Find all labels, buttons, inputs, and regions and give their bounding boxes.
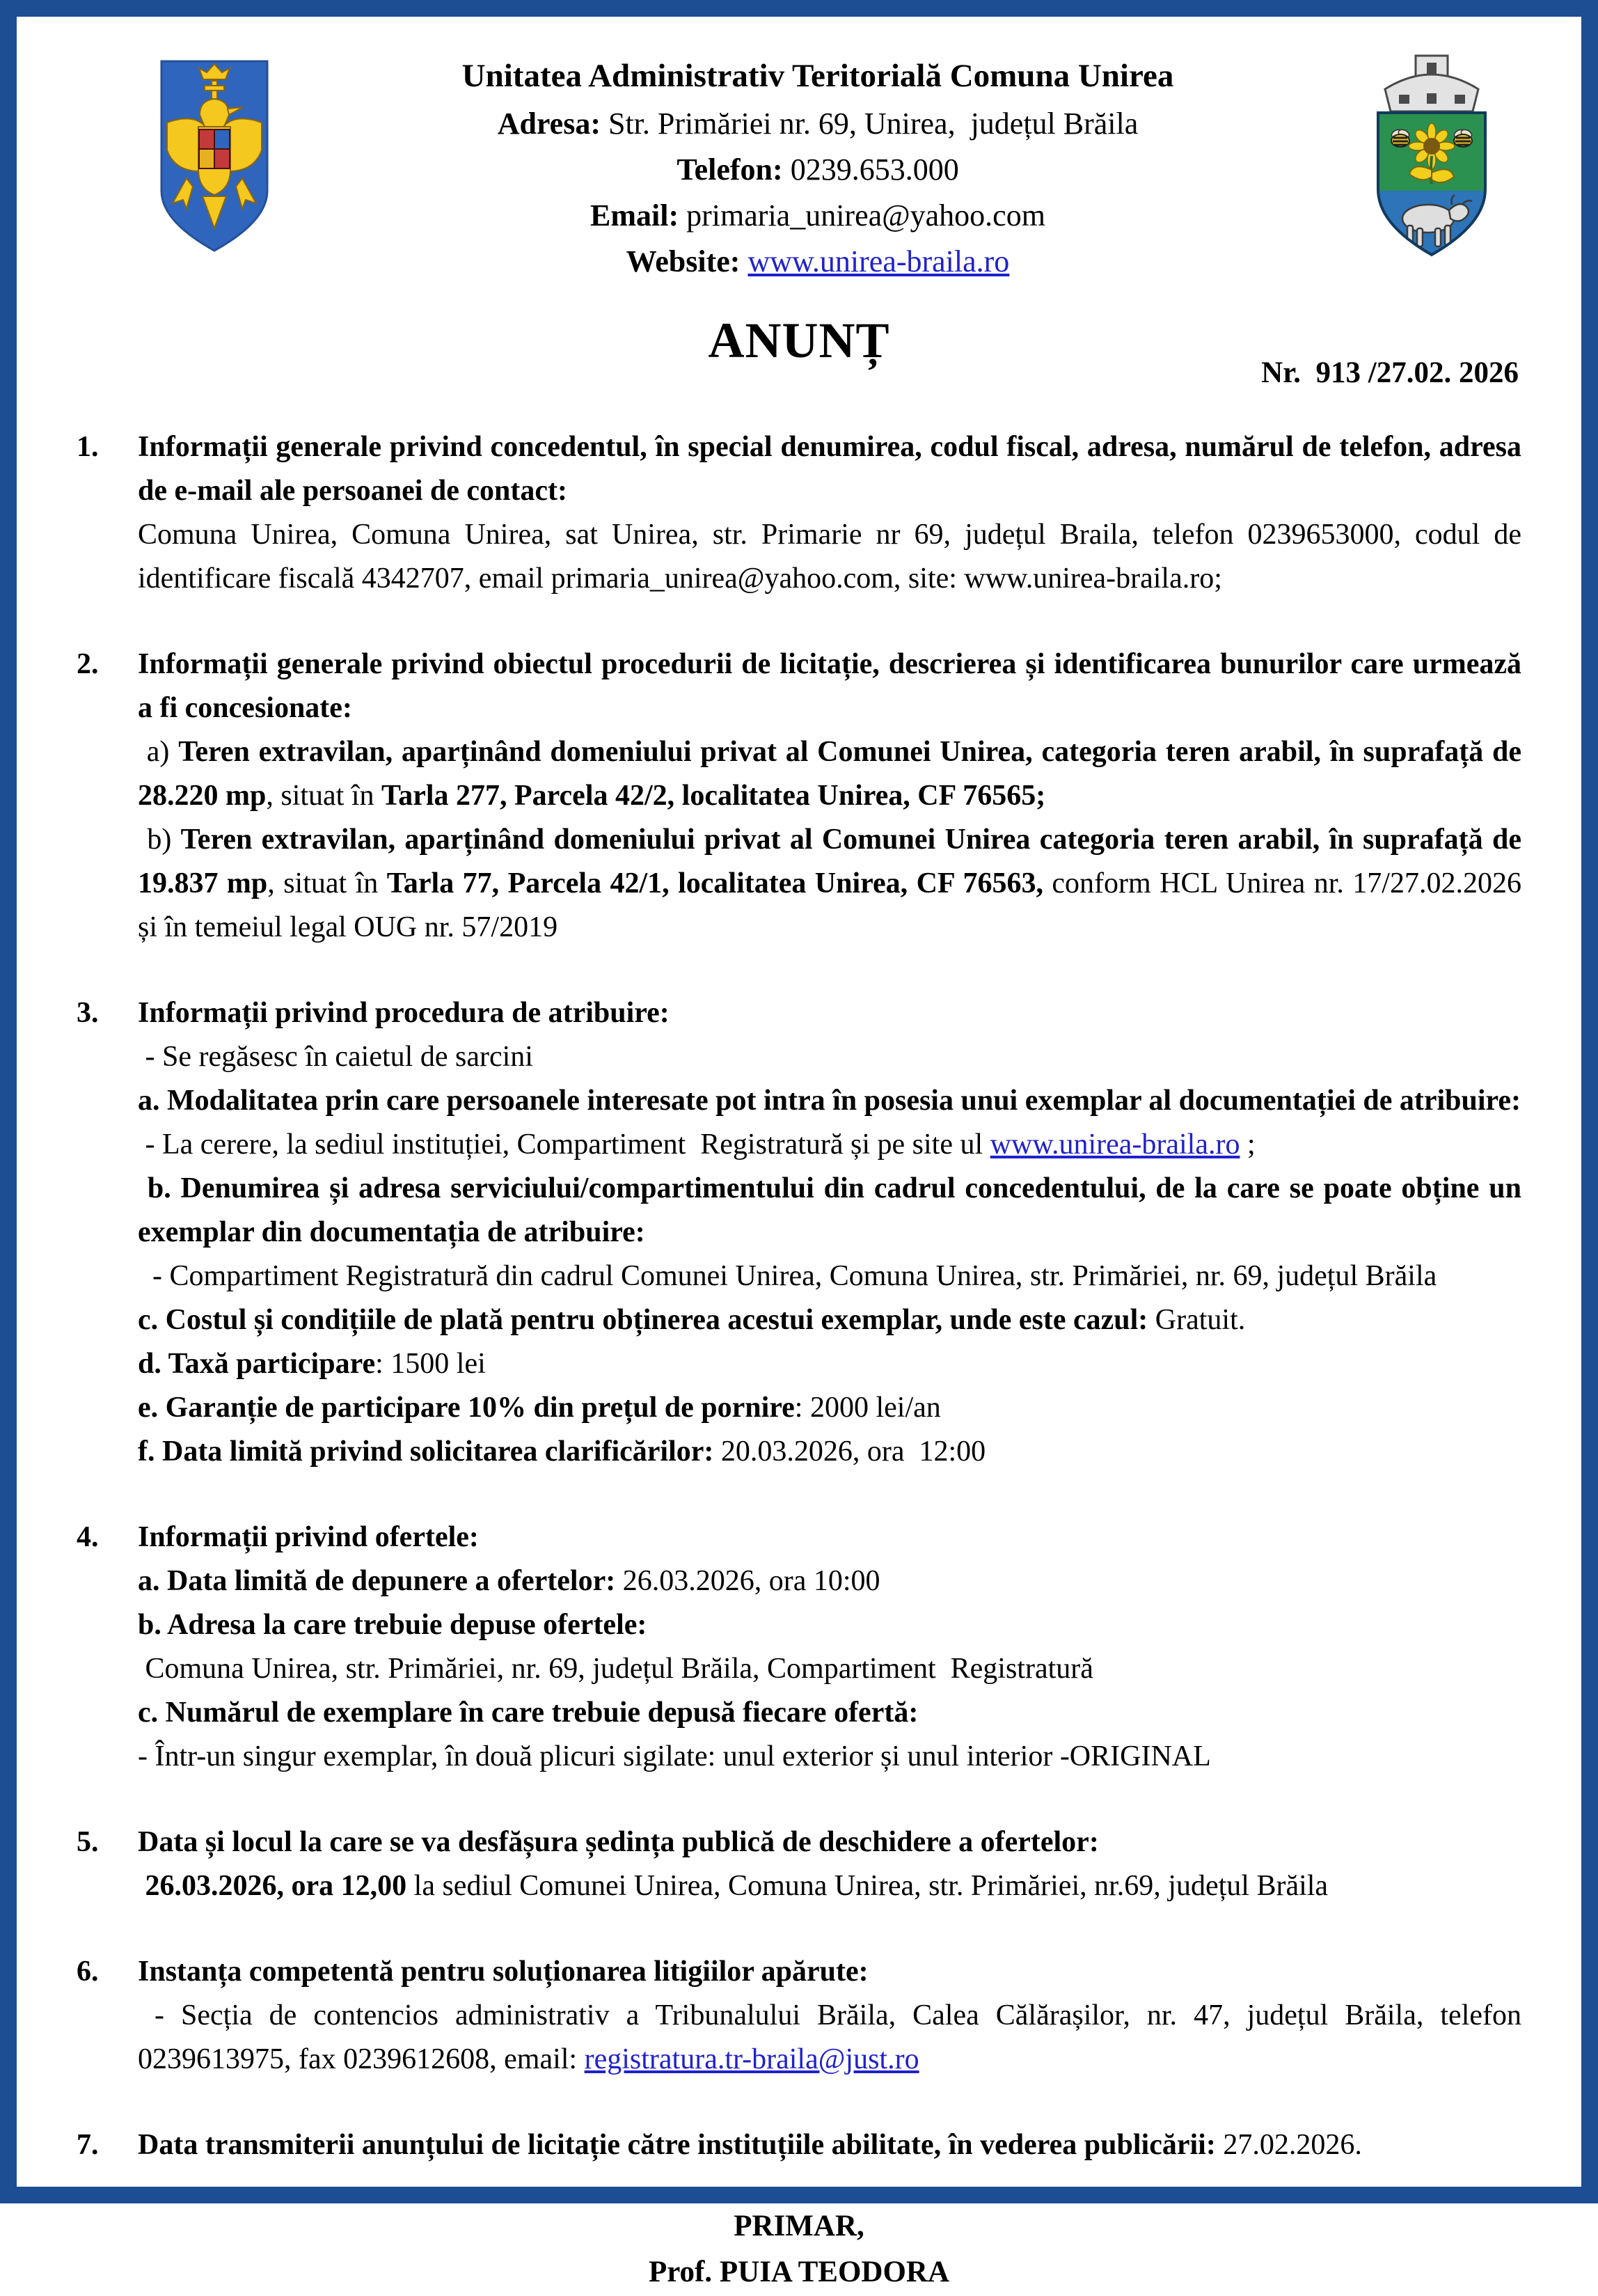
text-segment: 26.03.2026, ora 10:00 <box>615 1564 880 1597</box>
document-header <box>77 50 1521 285</box>
signature-name: Prof. PUIA TEODORA <box>648 2256 949 2289</box>
paragraph <box>138 818 1529 950</box>
text-segment: 20.03.2026, ora 12:00 <box>713 1435 986 1468</box>
list-item <box>77 2123 1521 2167</box>
text-segment: conform HCL Unirea nr. 17/27.02.2026 și în temeiul legal OUG nr. 57/2019 <box>138 867 1529 943</box>
item-body <box>138 1516 1521 1779</box>
email-label: Email: <box>590 198 679 233</box>
text-segment: - Compartiment Registratură din cadrul Comunei Unirea, Comuna Unirea, str. Primăriei, nr. 69, județul Brăila <box>138 1259 1437 1292</box>
email-line <box>270 193 1366 239</box>
paragraph <box>138 1079 1521 1123</box>
text-segment: , situat în <box>266 779 382 812</box>
text-segment: a. Modalitatea prin care persoanele interesate pot intra în posesia unui exemplar al documentației de atribuire: <box>138 1084 1521 1117</box>
text-segment: Tarla 77, Parcela 42/1, localitatea Unirea, CF 76563, <box>386 867 1043 899</box>
website-line <box>270 239 1366 285</box>
item-number: 5. <box>77 1825 99 1858</box>
text-segment: b. Adresa la care trebuie depuse ofertele: <box>138 1608 647 1641</box>
email-value: primaria_unirea@yahoo.com <box>679 198 1045 233</box>
paragraph <box>138 425 1529 513</box>
item-number: 2. <box>77 647 99 680</box>
item-body <box>138 1950 1529 2082</box>
paragraph <box>138 1167 1529 1255</box>
paragraph <box>138 1647 1521 1691</box>
item-body <box>138 991 1529 1474</box>
text-segment: b. Denumirea și adresa serviciului/compartimentului din cadrul concedentului, de la care se poate obține un exemplar din documentația de atribuire: <box>138 1172 1529 1248</box>
text-segment: f. Data limită privind solicitarea clarificărilor: <box>138 1435 714 1468</box>
paragraph <box>138 1342 1521 1386</box>
list-item <box>77 1821 1521 1908</box>
list-item <box>77 643 1529 950</box>
paragraph <box>138 1994 1529 2082</box>
org-name: Unitatea Administrativ Teritorială Comuna Unirea <box>461 58 1174 94</box>
paragraph <box>138 513 1529 601</box>
text-segment: b) <box>138 823 181 856</box>
paragraph <box>138 991 1521 1035</box>
text-segment: Tarla 277, Parcela 42/2, localitatea Unirea, CF 76565; <box>381 779 1046 812</box>
romania-coat-of-arms <box>159 58 270 261</box>
phone-label: Telefon: <box>677 152 783 187</box>
page-title: ANUNȚ <box>708 312 890 368</box>
paragraph <box>138 1255 1521 1298</box>
unirea-coat-of-arms <box>1366 50 1498 267</box>
paragraph <box>138 1516 1521 1559</box>
doc-number: Nr. 913 /27.02. 2026 <box>1261 356 1519 389</box>
paragraph <box>138 1298 1521 1342</box>
list-item <box>77 1516 1521 1779</box>
text-segment: ; <box>1240 1128 1256 1161</box>
paragraph <box>138 730 1529 818</box>
text-segment: Instanța competentă pentru soluționarea litigiilor apărute: <box>138 1955 869 1988</box>
list-item <box>77 991 1529 1474</box>
list-item <box>77 425 1529 601</box>
paragraph <box>138 2123 1521 2167</box>
text-segment: Comuna Unirea, str. Primăriei, nr. 69, județul Brăila, Compartiment Registratură <box>138 1652 1093 1685</box>
text-segment: Gratuit. <box>1148 1303 1246 1336</box>
text-segment: - Se regăsesc în caietul de sarcini <box>138 1040 533 1073</box>
text-segment: c. Costul și condițiile de plată pentru obținerea acestui exemplar, unde este cazul: <box>138 1303 1148 1336</box>
paragraph <box>138 1035 1521 1079</box>
phone-value: 0239.653.000 <box>782 152 959 187</box>
address-label: Adresa: <box>497 106 601 141</box>
item-body <box>138 643 1529 950</box>
text-segment: 27.02.2026. <box>1215 2128 1362 2161</box>
paragraph <box>138 1559 1521 1603</box>
item-body <box>138 2123 1521 2167</box>
address-line <box>270 101 1366 147</box>
header-contact-block <box>270 50 1366 285</box>
signature-block <box>77 2203 1521 2296</box>
text-segment: c. Numărul de exemplare în care trebuie depusă fiecare ofertă: <box>138 1696 919 1729</box>
link[interactable]: www.unirea-braila.ro <box>990 1128 1240 1161</box>
item-number: 4. <box>77 1520 99 1553</box>
paragraph <box>138 1950 1521 1994</box>
items-list <box>77 425 1529 2167</box>
phone-line <box>270 147 1366 193</box>
text-segment: a. Data limită de depunere a ofertelor: <box>138 1564 616 1597</box>
text-segment: Informații generale privind obiectul procedurii de licitație, descrierea și identificarea bunurilor care urmează a fi concesionate: <box>138 647 1529 724</box>
text-segment: : 1500 lei <box>375 1347 486 1380</box>
item-body <box>138 425 1529 601</box>
paragraph <box>138 1864 1521 1908</box>
text-segment: a) <box>138 735 179 768</box>
text-segment: Informații generale privind concedentul, în special denumirea, codul fiscal, adresa, numărul de telefon, adresa de e-mail ale persoanei de contact: <box>138 430 1529 507</box>
item-body <box>138 1821 1521 1908</box>
signature-title: PRIMAR, <box>734 2209 864 2242</box>
item-number: 1. <box>77 430 99 463</box>
paragraph <box>138 1123 1521 1167</box>
paragraph <box>138 1735 1521 1779</box>
paragraph <box>138 1603 1521 1647</box>
address-value: Str. Primăriei nr. 69, Unirea, județul Brăila <box>600 106 1139 141</box>
text-segment: Informații privind procedura de atribuire: <box>138 996 670 1029</box>
paragraph <box>138 1386 1521 1430</box>
list-item <box>77 1950 1529 2082</box>
text-segment: Teren extravilan, aparținând domeniului privat al Comunei Unirea, categoria teren arabil, în suprafață de 28.220 mp <box>138 735 1529 812</box>
text-segment: Data transmiterii anunțului de licitație către instituțiile abilitate, în vederea publicării: <box>138 2128 1216 2161</box>
text-segment: Teren extravilan, aparținând domeniului privat al Comunei Unirea categoria teren arabil, în suprafață de 19.837 mp <box>138 823 1529 899</box>
paragraph <box>138 643 1529 730</box>
item-number: 7. <box>77 2128 99 2161</box>
paragraph <box>138 1821 1521 1864</box>
text-segment: Data și locul la care se va desfășura ședința publică de deschidere a ofertelor: <box>138 1825 1099 1858</box>
text-segment: , situat în <box>267 867 387 899</box>
text-segment: : 2000 lei/an <box>794 1391 941 1424</box>
item-number: 3. <box>77 996 99 1029</box>
text-segment: - Într-un singur exemplar, în două plicuri sigilate: unul exterior și unul interior -ORIGINAL <box>138 1740 1211 1772</box>
website-link[interactable]: www.unirea-braila.ro <box>747 244 1010 278</box>
title-row <box>77 312 1521 420</box>
romania-coat-of-arms-graphic <box>159 58 270 253</box>
text-segment: - La cerere, la sediul instituției, Compartiment Registratură și pe site ul <box>138 1128 990 1161</box>
text-segment: - Secția de contencios administrativ a Tribunalului Brăila, Calea Călărașilor, nr. 47, județul Brăila, telefon 0239613975, fax 0239612608, email: <box>138 1999 1529 2075</box>
item-number: 6. <box>77 1955 99 1988</box>
text-segment: d. Taxă participare <box>138 1347 376 1380</box>
text-segment: la sediul Comunei Unirea, Comuna Unirea, str. Primăriei, nr.69, județul Brăila <box>406 1869 1329 1902</box>
link[interactable]: registratura.tr-braila@just.ro <box>584 2043 919 2075</box>
text-segment: 26.03.2026, ora 12,00 <box>138 1869 407 1902</box>
text-segment: e. Garanție de participare 10% din prețul de pornire <box>138 1391 795 1424</box>
text-segment: Informații privind ofertele: <box>138 1520 479 1553</box>
text-segment: Comuna Unirea, Comuna Unirea, sat Unirea, str. Primarie nr 69, județul Braila, telefon 0239653000, codul de identificare fiscală 4342707, email primaria_unirea@yahoo.com, site: www.unirea-braila.ro; <box>138 518 1529 595</box>
paragraph <box>138 1691 1521 1735</box>
unirea-coat-of-arms-graphic <box>1366 50 1498 259</box>
website-label: Website: <box>626 244 741 278</box>
paragraph <box>138 1430 1521 1474</box>
